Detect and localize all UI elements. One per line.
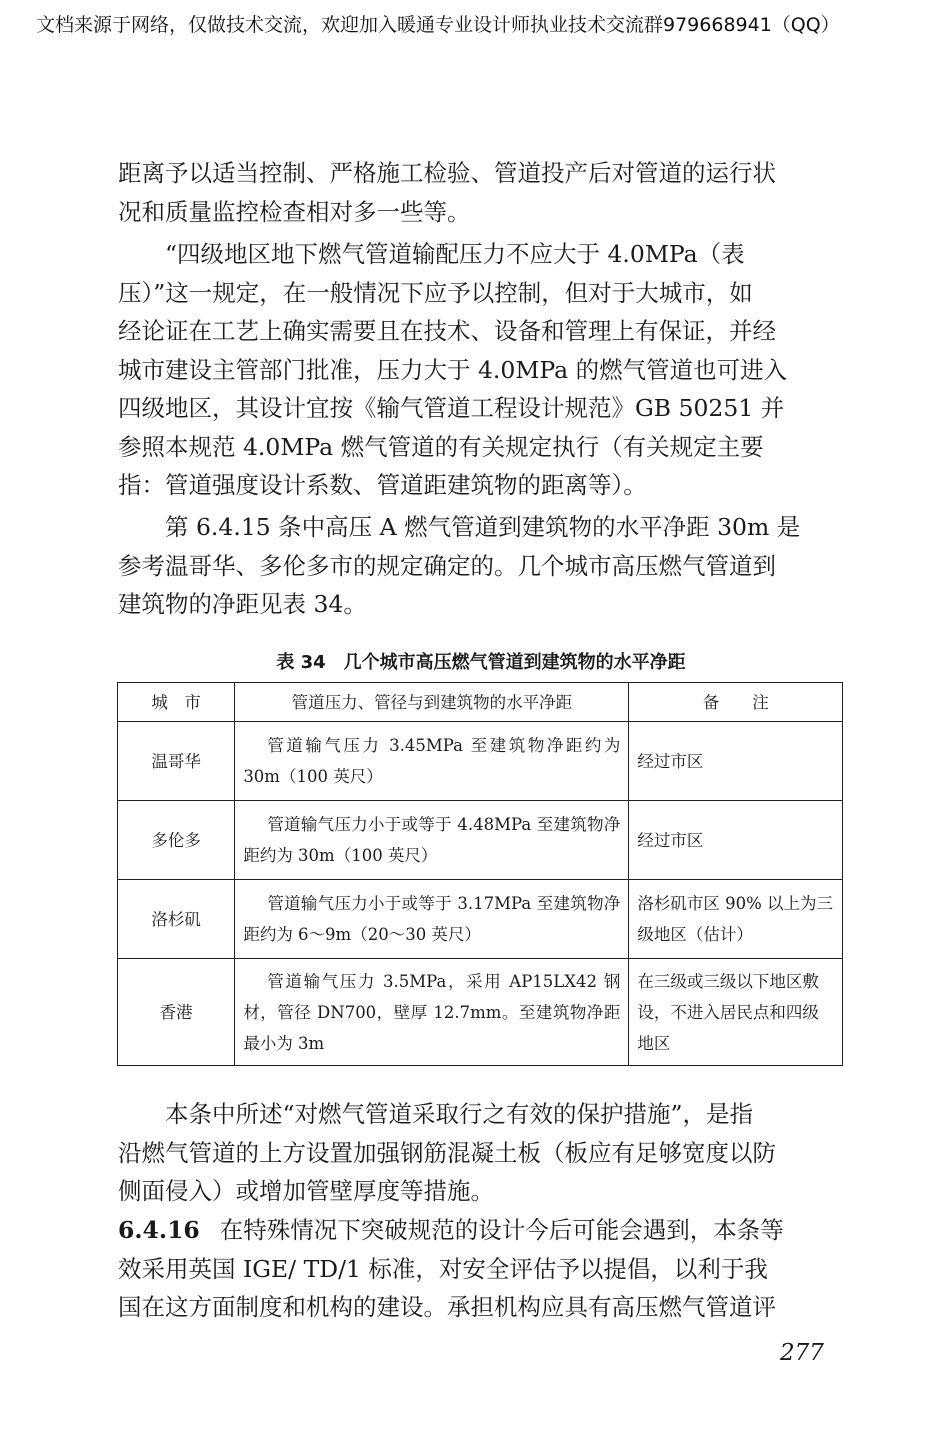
city-cell: 洛杉矶: [118, 880, 235, 959]
description-cell: 管道输气压力 3.5MPa，采用 AP15LX42 钢材，管径 DN700，壁厚 12.7mm。至建筑物净距最小为 3m: [235, 959, 629, 1066]
note-cell: 洛杉矶市区 90% 以上为三级地区（估计）: [629, 880, 843, 959]
table-row: [118, 801, 843, 880]
note-cell: 经过市区: [629, 722, 843, 801]
paragraph-4: 本条中所述“对燃气管道采取行之有效的保护措施”，是指 沿燃气管道的上方设置加强钢筋混凝土板（板应有足够宽度以防 侧面侵入）或增加管壁厚度等措施。: [118, 1100, 776, 1205]
description-cell: 管道输气压力小于或等于 4.48MPa 至建筑物净距约为 30m（100 英尺）: [235, 801, 629, 880]
note-cell: 在三级或三级以下地区敷设，不进入居民点和四级地区: [629, 959, 843, 1066]
header-note: 文档来源于网络，仅做技术交流，欢迎加入暖通专业设计师执业技术交流群979668941（QQ）: [36, 14, 840, 36]
table-row: [118, 880, 843, 959]
table-row: [118, 959, 843, 1066]
header-note: 备 注: [629, 683, 843, 722]
city-cell: 温哥华: [118, 722, 235, 801]
header-description: 管道压力、管径与到建筑物的水平净距: [235, 683, 629, 722]
table-caption: 表 34 几个城市高压燃气管道到建筑物的水平净距: [276, 652, 686, 673]
paragraph-2: “四级地区地下燃气管道输配压力不应大于 4.0MPa（表 压）”这一规定，在一般情况下应予以控制，但对于大城市，如 经论证在工艺上确实需要且在技术、设备和管理上有保证，并经 城市建设主管部门批准，压力大于 4.0MPa 的燃气管道也可进入 四级地区，其设计宜按《输气管道工程设计规范》GB 50251 并 参照本规范 4.0MPa 燃气管道的有关规定执行（有关规定主要 指：管道强度设计系数、管道距建筑物的距离等）。: [118, 240, 788, 499]
section-text: 在特殊情况下突破规范的设计今后可能会遇到，本条等 效采用英国 IGE/ TD/1 标准，对安全评估予以提倡，以利于我 国在这方面制度和机构的建设。承担机构应具有高压燃气管道评: [118, 1216, 784, 1321]
city-cell: 多伦多: [118, 801, 235, 880]
section-number: 6.4.16: [118, 1216, 200, 1244]
city-cell: 香港: [118, 959, 235, 1066]
paragraph-5: [118, 1211, 784, 1327]
paragraph-1: 距离予以适当控制、严格施工检验、管道投产后对管道的运行状 况和质量监控检查相对多一些等。: [118, 159, 776, 226]
description-cell: 管道输气压力 3.45MPa 至建筑物净距约为 30m（100 英尺）: [235, 722, 629, 801]
spec-table: [117, 682, 843, 1066]
description-cell: 管道输气压力小于或等于 3.17MPa 至建筑物净距约为 6～9m（20～30 英尺）: [235, 880, 629, 959]
paragraph-3: 第 6.4.15 条中高压 A 燃气管道到建筑物的水平净距 30m 是 参考温哥华、多伦多市的规定确定的。几个城市高压燃气管道到 建筑物的净距见表 34。: [118, 513, 801, 618]
table-header-row: [118, 683, 843, 722]
table-row: [118, 722, 843, 801]
header-city: 城 市: [118, 683, 235, 722]
note-cell: 经过市区: [629, 801, 843, 880]
page-number: 277: [780, 1340, 824, 1366]
